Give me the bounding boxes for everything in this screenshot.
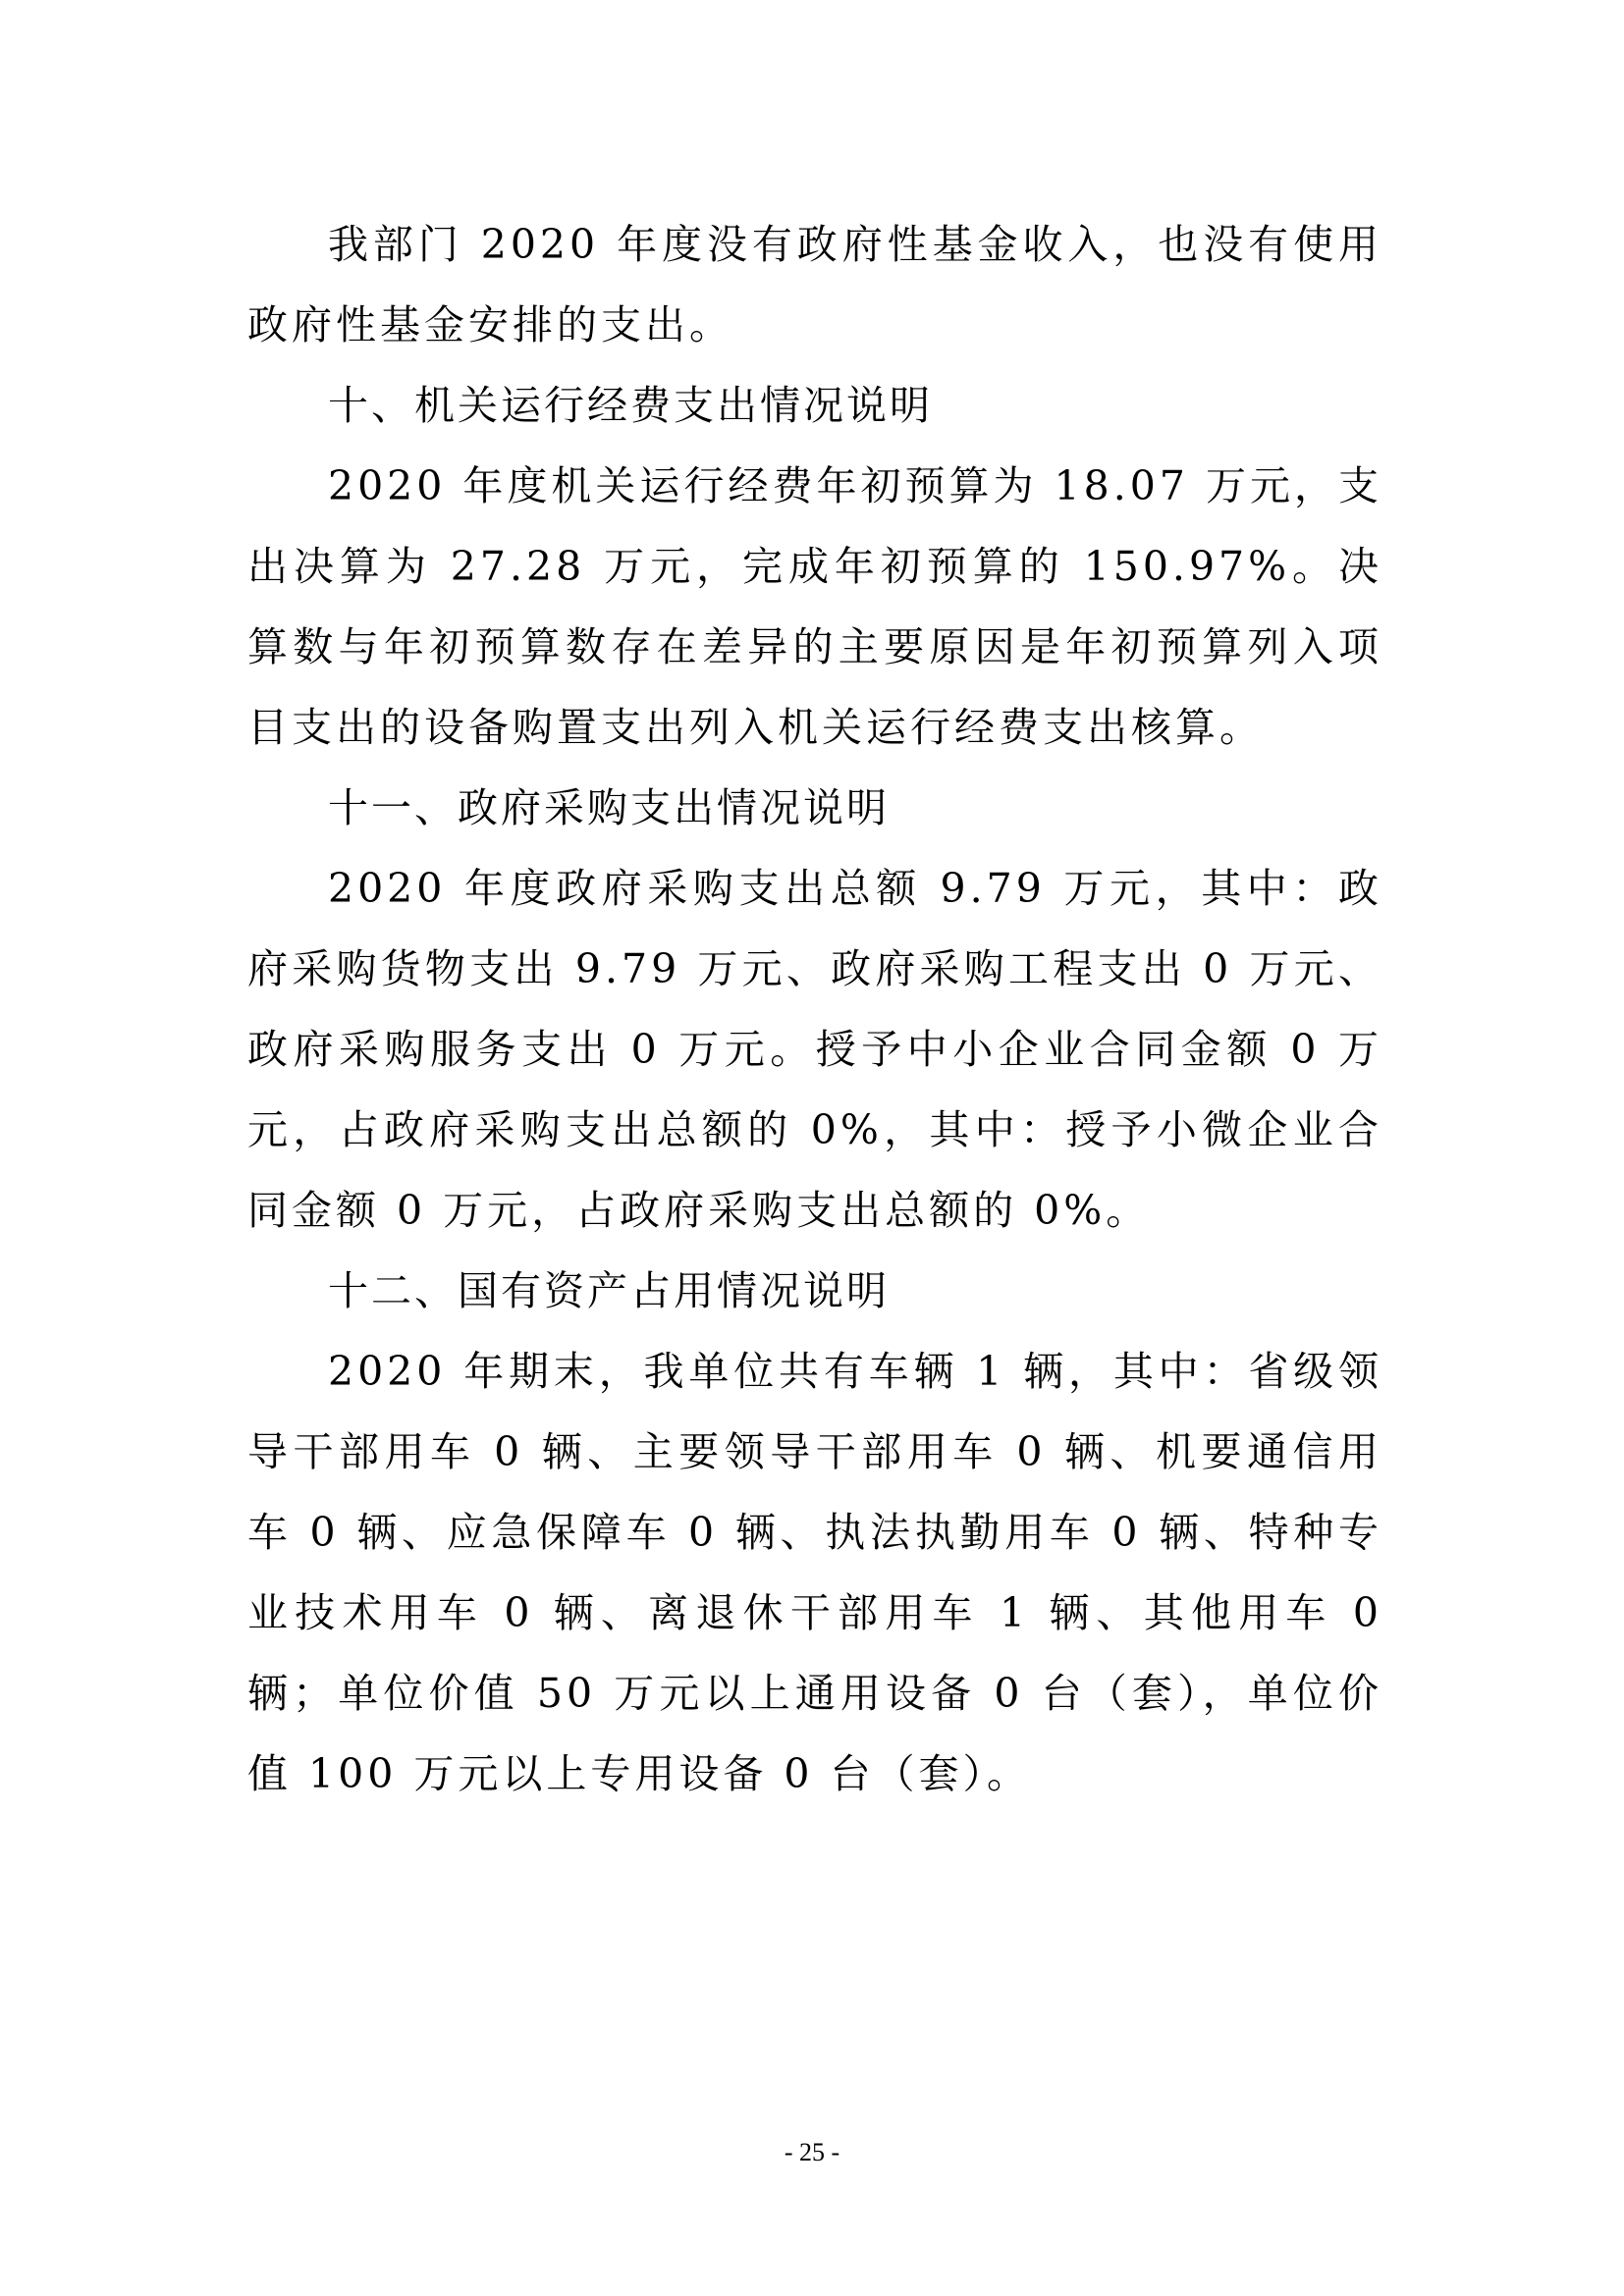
page-number: - 25 - — [784, 2138, 840, 2166]
document-body — [247, 204, 1382, 1814]
paragraph-operating-expenses: 2020 年度机关运行经费年初预算为 18.07 万元，支出决算为 27.28 万元，完成年初预算的 150.97%。决算数与年初预算数存在差异的主要原因是年初预算列入项目支出的设备购置支出列入机关运行经费支出核算。 — [247, 462, 1382, 751]
heading-section-12: 十二、国有资产占用情况说明 — [328, 1267, 890, 1314]
paragraph-government-procurement: 2020 年度政府采购支出总额 9.79 万元，其中：政府采购货物支出 9.79 万元、政府采购工程支出 0 万元、政府采购服务支出 0 万元。授予中小企业合同金额 0 万元，占政府采购支出总额的 0%，其中：授予小微企业合同金额 0 万元，占政府采购支出总额的 0%。 — [247, 865, 1382, 1234]
paragraph-state-assets: 2020 年期末，我单位共有车辆 1 辆，其中：省级领导干部用车 0 辆、主要领导干部用车 0 辆、机要通信用车 0 辆、应急保障车 0 辆、执法执勤用车 0 辆、特种专业技术用车 0 辆、离退休干部用车 1 辆、其他用车 0 辆；单位价值 50 万元以上通用设备 0 台（套），单位价值 100 万元以上专用设备 0 台（套）。 — [247, 1348, 1382, 1797]
heading-section-10: 十、机关运行经费支出情况说明 — [328, 382, 933, 429]
paragraph-government-fund: 我部门 2020 年度没有政府性基金收入，也没有使用政府性基金安排的支出。 — [247, 221, 1382, 348]
heading-section-11: 十一、政府采购支出情况说明 — [328, 784, 890, 831]
